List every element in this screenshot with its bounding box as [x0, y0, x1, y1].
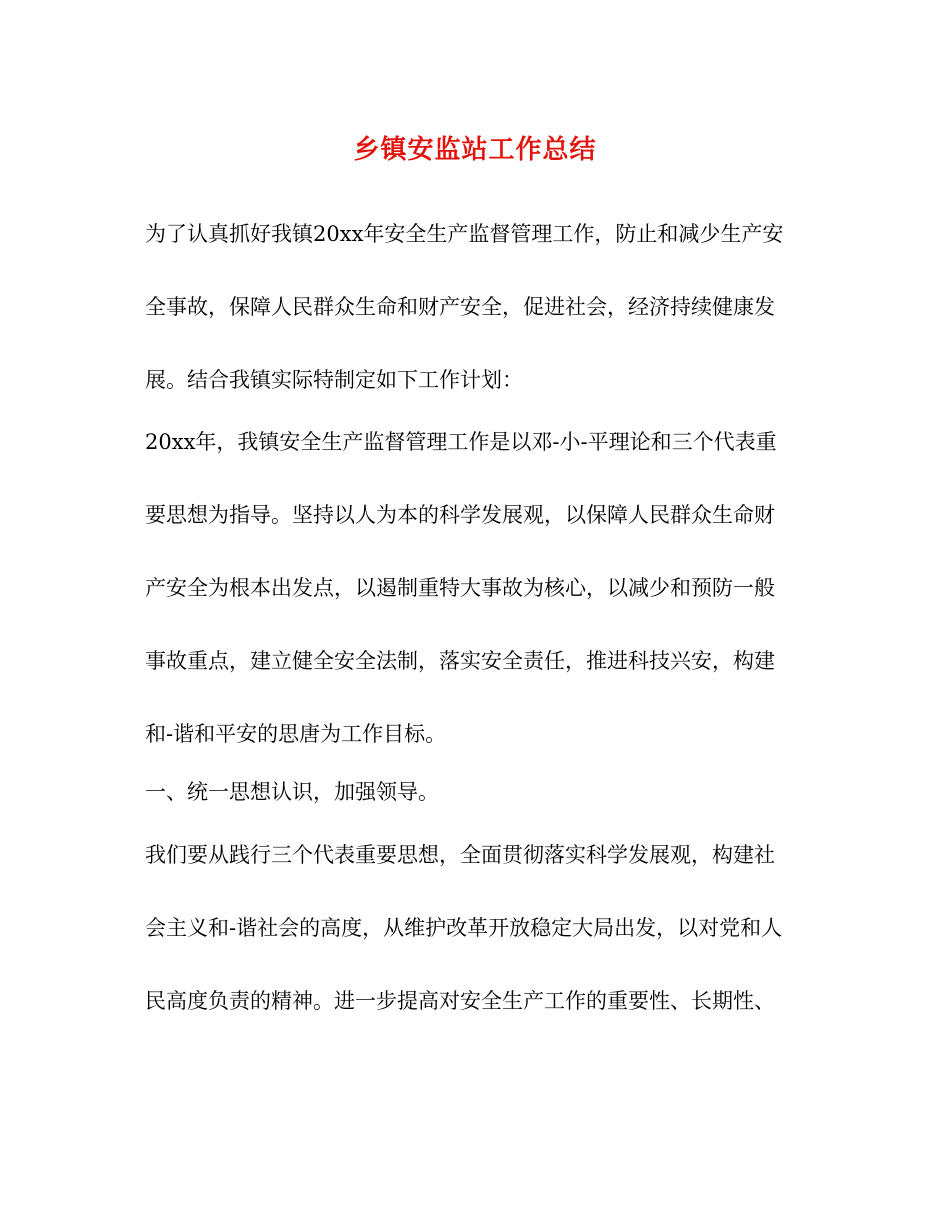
- paragraph-line: 和-谐和平安的思唐为工作目标。: [145, 722, 447, 746]
- section-heading: 一、统一思想认识，加强领导。: [145, 780, 439, 804]
- paragraph-line: 产安全为根本出发点，以遏制重特大事故为核心，以减少和预防一般: [145, 576, 775, 600]
- paragraph-line: 20xx年，我镇安全生产监督管理工作是以邓-小-平理论和三个代表重: [145, 430, 777, 454]
- paragraph-line: 我们要从践行三个代表重要思想，全面贯彻落实科学发展观，构建社: [145, 843, 775, 867]
- paragraph-line: 事故重点，建立健全安全法制，落实安全责任，推进科技兴安，构建: [145, 649, 775, 673]
- paragraph-line: 要思想为指导。坚持以人为本的科学发展观，以保障人民群众生命财: [145, 503, 775, 527]
- paragraph-line: 民高度负责的精神。进一步提高对安全生产工作的重要性、长期性、: [145, 989, 775, 1013]
- document-title: 乡镇安监站工作总结: [353, 135, 597, 165]
- paragraph-line: 展。结合我镇实际特制定如下工作计划：: [145, 368, 523, 392]
- paragraph-line: 会主义和-谐社会的高度，从维护改革开放稳定大局出发，以对党和人: [145, 916, 783, 940]
- paragraph-line: 全事故，保障人民群众生命和财产安全，促进社会，经济持续健康发: [145, 295, 775, 319]
- paragraph-line: 为了认真抓好我镇20xx年安全生产监督管理工作，防止和减少生产安: [145, 222, 784, 246]
